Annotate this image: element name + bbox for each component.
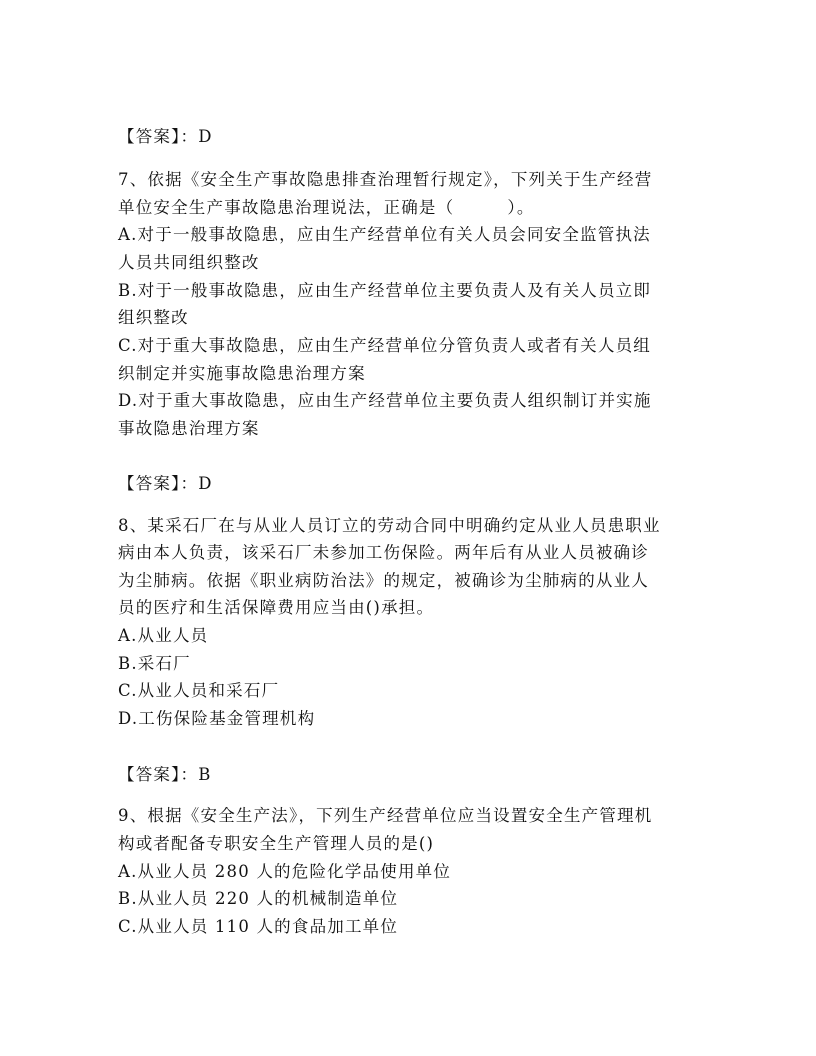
question-8-option-d: D.工伤保险基金管理机构 bbox=[118, 709, 316, 728]
question-8-stem-cont: 为尘肺病。依据《职业病防治法》的规定，被确诊为尘肺病的从业人 bbox=[118, 571, 649, 590]
question-8-stem-cont: 员的医疗和生活保障费用应当由()承担。 bbox=[118, 598, 435, 617]
question-7-option-b-cont: 组织整改 bbox=[118, 308, 189, 327]
question-7-option-c: C.对于重大事故隐患，应由生产经营单位分管负责人或者有关人员组 bbox=[118, 336, 651, 355]
answer-line: 【答案】：D bbox=[118, 474, 213, 493]
question-7-stem: 7、依据《安全生产事故隐患排查治理暂行规定》，下列关于生产经营 bbox=[118, 170, 653, 189]
question-9-stem: 9、根据《安全生产法》，下列生产经营单位应当设置安全生产管理机 bbox=[118, 806, 653, 825]
question-7-option-d-cont: 事故隐患治理方案 bbox=[118, 419, 260, 438]
question-9-option-b: B.从业人员 220 人的机械制造单位 bbox=[118, 889, 399, 908]
question-8-stem: 8、某采石厂在与从业人员订立的劳动合同中明确约定从业人员患职业 bbox=[118, 516, 661, 535]
question-8-stem-cont: 病由本人负责，该采石厂未参加工伤保险。两年后有从业人员被确诊 bbox=[118, 543, 649, 562]
question-9-option-a: A.从业人员 280 人的危险化学品使用单位 bbox=[118, 862, 452, 881]
question-7-option-b: B.对于一般事故隐患，应由生产经营单位主要负责人及有关人员立即 bbox=[118, 281, 652, 300]
question-7-option-a: A.对于一般事故隐患，应由生产经营单位有关人员会同安全监管执法 bbox=[118, 225, 651, 244]
question-7-option-d: D.对于重大事故隐患，应由生产经营单位主要负责人组织制订并实施 bbox=[118, 391, 652, 410]
question-7-option-c-cont: 织制定并实施事故隐患治理方案 bbox=[118, 364, 366, 383]
answer-line: 【答案】：D bbox=[118, 127, 213, 146]
question-8-option-b: B.采石厂 bbox=[118, 654, 191, 673]
question-9-option-c: C.从业人员 110 人的食品加工单位 bbox=[118, 917, 399, 936]
question-8-option-c: C.从业人员和采石厂 bbox=[118, 681, 280, 700]
question-7-stem-cont: 单位安全生产事故隐患治理说法，正确是（ ）。 bbox=[118, 198, 535, 217]
question-9-stem-cont: 构或者配备专职安全生产管理人员的是() bbox=[118, 834, 435, 853]
question-7-option-a-cont: 人员共同组织整改 bbox=[118, 253, 260, 272]
question-8-option-a: A.从业人员 bbox=[118, 626, 209, 645]
answer-line: 【答案】：B bbox=[118, 765, 212, 784]
